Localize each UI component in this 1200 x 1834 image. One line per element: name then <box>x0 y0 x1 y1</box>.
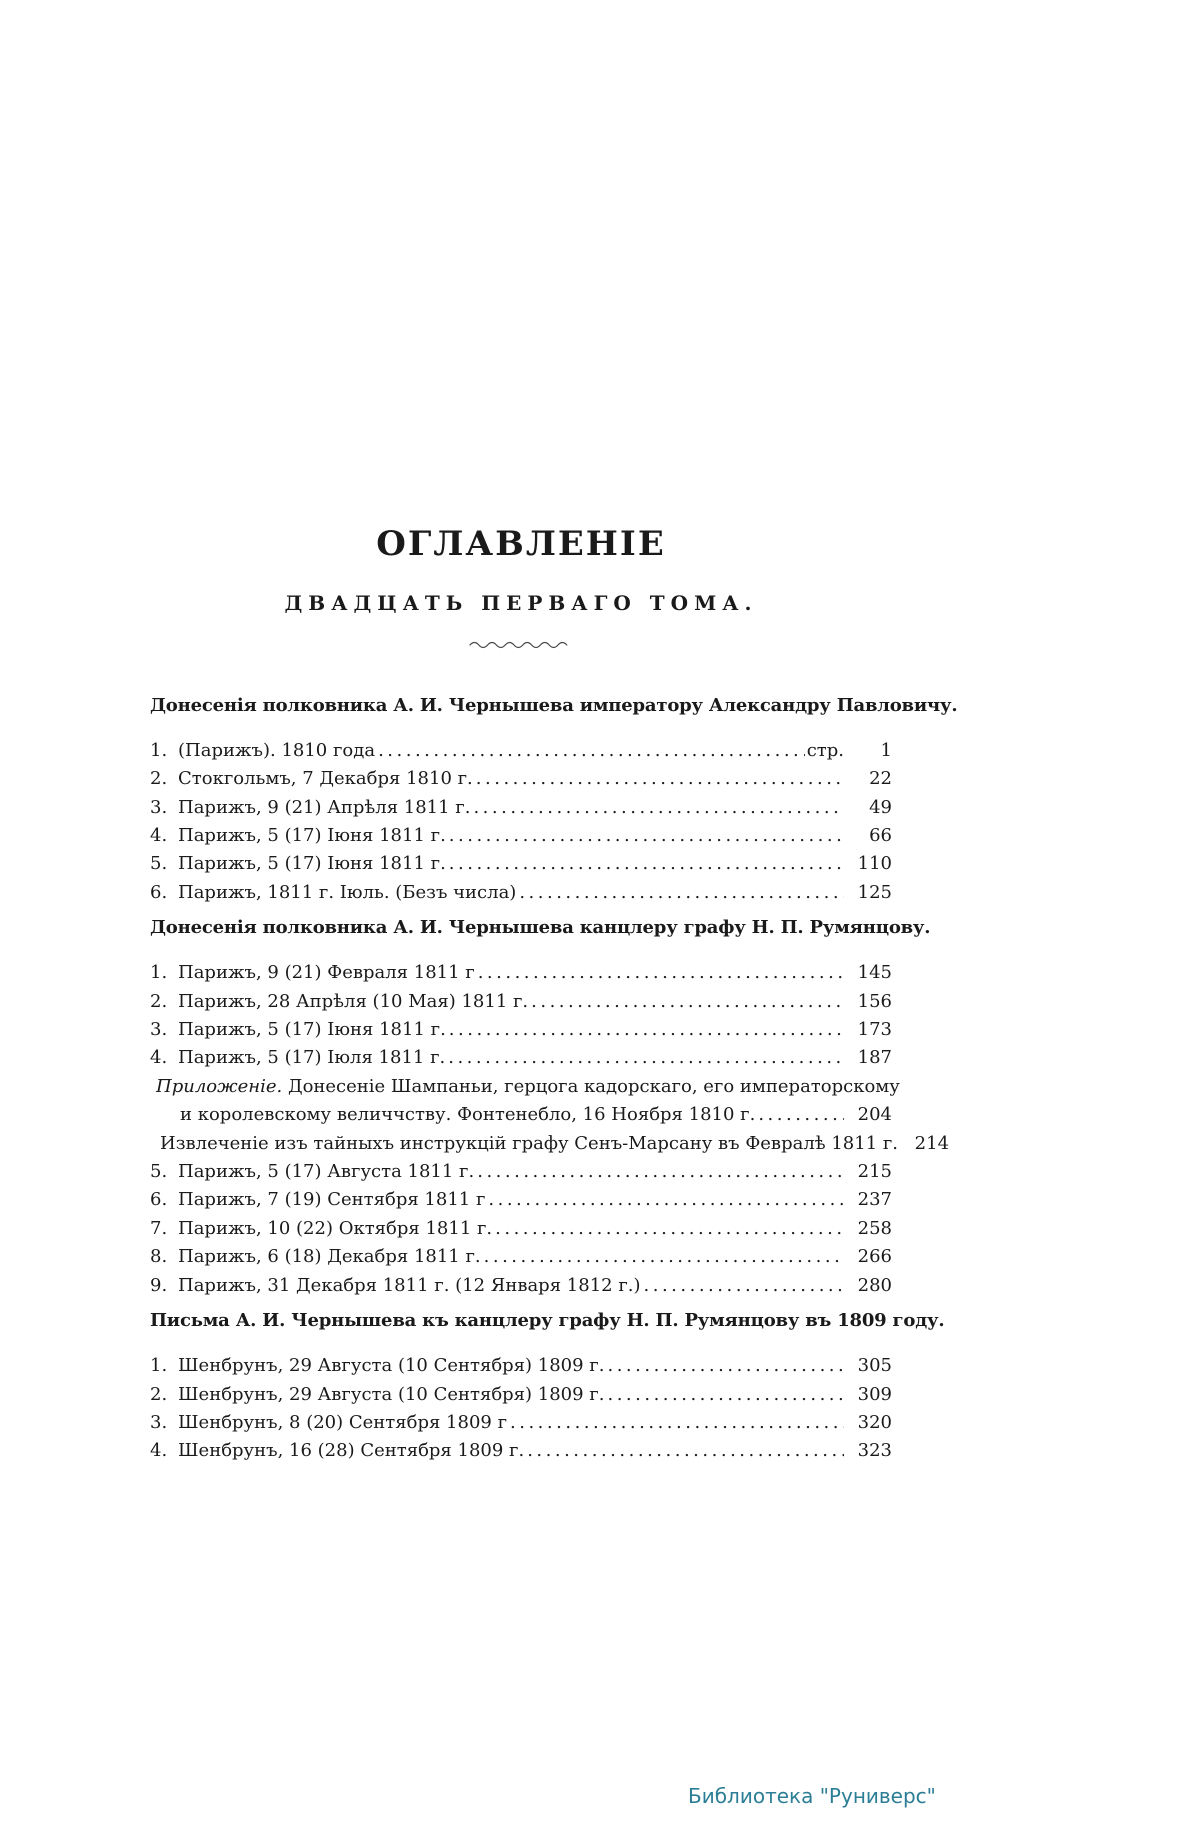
toc-entry <box>150 1352 892 1380</box>
dot-leader <box>476 765 844 793</box>
dot-leader <box>644 1272 845 1300</box>
toc-entry <box>150 879 892 907</box>
entry-page-number: 280 <box>857 1274 892 1296</box>
entry-number: 1. <box>150 739 168 761</box>
entry-text: Парижъ, 9 (21) Апрѣля 1811 г. <box>178 796 471 818</box>
dot-leader <box>477 1158 844 1186</box>
toc-entry <box>150 1381 892 1409</box>
entry-text: Парижъ, 5 (17) Іюня 1811 г. <box>178 853 446 875</box>
entry-page-number: 110 <box>857 853 892 875</box>
toc-section <box>150 1308 945 1466</box>
entry-page-number: 309 <box>857 1383 892 1405</box>
dot-leader <box>449 1016 844 1044</box>
toc-entry <box>150 1158 892 1186</box>
entry-page-number: 66 <box>869 825 892 847</box>
entry-number: 2. <box>150 768 168 790</box>
entry-page-number: 320 <box>857 1411 892 1433</box>
entry-text: Парижъ, 6 (18) Декабря 1811 г. <box>178 1246 481 1268</box>
toc-entry <box>150 1437 892 1465</box>
toc-entry <box>150 1073 900 1101</box>
entry-text: Шенбрунъ, 29 Августа (10 Сентября) 1809 г. <box>178 1383 605 1405</box>
dot-leader <box>495 1215 844 1243</box>
section-heading: Письма А. И. Чернышева къ канцлеру графу Н. П. Румянцову въ 1809 году. <box>150 1310 945 1332</box>
dot-leader <box>510 1409 844 1437</box>
entry-number: 3. <box>150 1411 168 1433</box>
entry-page-number: 215 <box>857 1161 892 1183</box>
dot-leader <box>527 1437 844 1465</box>
entry-page-number: 258 <box>857 1217 892 1239</box>
entry-number: 3. <box>150 1019 168 1041</box>
entry-page-number: 145 <box>857 962 892 984</box>
toc-entry <box>150 737 892 765</box>
entry-text: Парижъ, 31 Декабря 1811 г. (12 Января 1812 г.) <box>178 1274 641 1296</box>
toc-entry <box>150 1243 892 1271</box>
entry-number: 2. <box>150 990 168 1012</box>
entry-text: Парижъ, 10 (22) Октября 1811 г. <box>178 1217 493 1239</box>
entry-number: 3. <box>150 796 168 818</box>
entry-text: Шенбрунъ, 8 (20) Сентября 1809 г <box>178 1411 508 1433</box>
entry-page-number: 22 <box>869 768 892 790</box>
entry-text: Шенбрунъ, 29 Августа (10 Сентября) 1809 г. <box>178 1355 605 1377</box>
entry-page-number: 204 <box>857 1104 892 1126</box>
entry-page-number: 266 <box>857 1246 892 1268</box>
entry-number: 7. <box>150 1217 168 1239</box>
toc-entry <box>150 1101 892 1129</box>
entry-text: Извлеченіе изъ тайныхъ инструкцій графу Сенъ-Марсану въ Февралѣ 1811 г. <box>160 1132 899 1154</box>
entry-page-number: 1 <box>880 739 892 761</box>
entry-italic-label: Приложеніе. <box>156 1075 283 1097</box>
entry-text: и королевскому величчству. Фонтенебло, 16 Ноября 1810 г. <box>180 1104 756 1126</box>
entry-page-number: 305 <box>857 1355 892 1377</box>
dot-leader <box>449 822 844 850</box>
squiggle-divider-icon <box>150 639 892 651</box>
entry-number: 1. <box>150 962 168 984</box>
toc-entry <box>150 822 892 850</box>
dot-leader <box>607 1381 844 1409</box>
entry-number: 6. <box>150 1189 168 1211</box>
page-title: ОГЛАВЛЕНІЕ <box>376 524 666 564</box>
toc-entry <box>150 1130 950 1158</box>
toc-column <box>150 0 958 1466</box>
entry-text: Шенбрунъ, 16 (28) Сентября 1809 г. <box>178 1440 525 1462</box>
toc-entry <box>150 765 892 793</box>
page-word-label: стр. <box>806 739 844 761</box>
entry-page-number: 49 <box>869 796 892 818</box>
entry-number: 9. <box>150 1274 168 1296</box>
volume-subtitle: ДВАДЦАТЬ ПЕРВАГО ТОМА. <box>284 590 758 615</box>
dot-leader <box>607 1352 844 1380</box>
entry-number: 4. <box>150 825 168 847</box>
entry-number: 6. <box>150 881 168 903</box>
entry-number: 4. <box>150 1440 168 1462</box>
entry-text: Стокгольмъ, 7 Декабря 1810 г. <box>178 768 473 790</box>
toc-entry <box>150 988 892 1016</box>
toc-entry <box>150 1016 892 1044</box>
dot-leader <box>449 850 844 878</box>
toc-entry <box>150 1215 892 1243</box>
entry-page-number: 187 <box>857 1047 892 1069</box>
entry-number: 5. <box>150 1161 168 1183</box>
toc-entry <box>150 794 892 822</box>
entry-text: Парижъ, 5 (17) Іюня 1811 г. <box>178 825 446 847</box>
dot-leader <box>478 959 844 987</box>
entry-text: Парижъ, 9 (21) Февраля 1811 г <box>178 962 475 984</box>
entry-page-number: 125 <box>857 881 892 903</box>
toc-entry <box>150 1186 892 1214</box>
toc-entry <box>150 1409 892 1437</box>
entry-number: 4. <box>150 1047 168 1069</box>
entry-text: Парижъ, 1811 г. Іюль. (Безъ числа) <box>178 881 517 903</box>
entry-page-number: 323 <box>857 1440 892 1462</box>
entry-text: Парижъ, 5 (17) Іюня 1811 г. <box>178 1019 446 1041</box>
toc-sections <box>150 693 958 1466</box>
entry-text: Парижъ, 5 (17) Августа 1811 г. <box>178 1161 475 1183</box>
entry-number: 5. <box>150 853 168 875</box>
entry-text: Парижъ, 28 Апрѣля (10 Мая) 1811 г. <box>178 990 529 1012</box>
entry-page-number: 214 <box>914 1132 950 1154</box>
dot-leader <box>531 988 844 1016</box>
dot-leader <box>758 1101 844 1129</box>
entry-page-number: 156 <box>857 990 892 1012</box>
toc-section <box>150 693 958 907</box>
toc-entry <box>150 850 892 878</box>
entry-number: 2. <box>150 1383 168 1405</box>
entry-number: 1. <box>150 1355 168 1377</box>
toc-section <box>150 915 950 1300</box>
entry-text: Приложеніе. Донесеніе Шампаньи, герцога кадорскаго, его императорскому <box>156 1075 900 1097</box>
entry-number: 8. <box>150 1246 168 1268</box>
toc-entry <box>150 1044 892 1072</box>
entry-text: Парижъ, 7 (19) Сентября 1811 г <box>178 1189 486 1211</box>
entry-page-number: 173 <box>857 1019 892 1041</box>
section-heading: Донесенія полковника А. И. Чернышева императору Александру Павловичу. <box>150 694 958 716</box>
entry-page-number: 237 <box>857 1189 892 1211</box>
library-watermark: Библиотека "Руниверс" <box>688 1784 936 1808</box>
dot-leader <box>484 1243 844 1271</box>
toc-entry <box>150 959 892 987</box>
dot-leader <box>519 879 844 907</box>
section-heading: Донесенія полковника А. И. Чернышева канцлеру графу Н. П. Румянцову. <box>150 917 931 939</box>
toc-entry <box>150 1272 892 1300</box>
dot-leader <box>448 1044 844 1072</box>
dot-leader <box>378 737 805 765</box>
dot-leader <box>473 794 844 822</box>
entry-text: Парижъ, 5 (17) Іюля 1811 г. <box>178 1047 446 1069</box>
dot-leader <box>488 1186 844 1214</box>
entry-text: (Парижъ). 1810 года <box>178 739 376 761</box>
